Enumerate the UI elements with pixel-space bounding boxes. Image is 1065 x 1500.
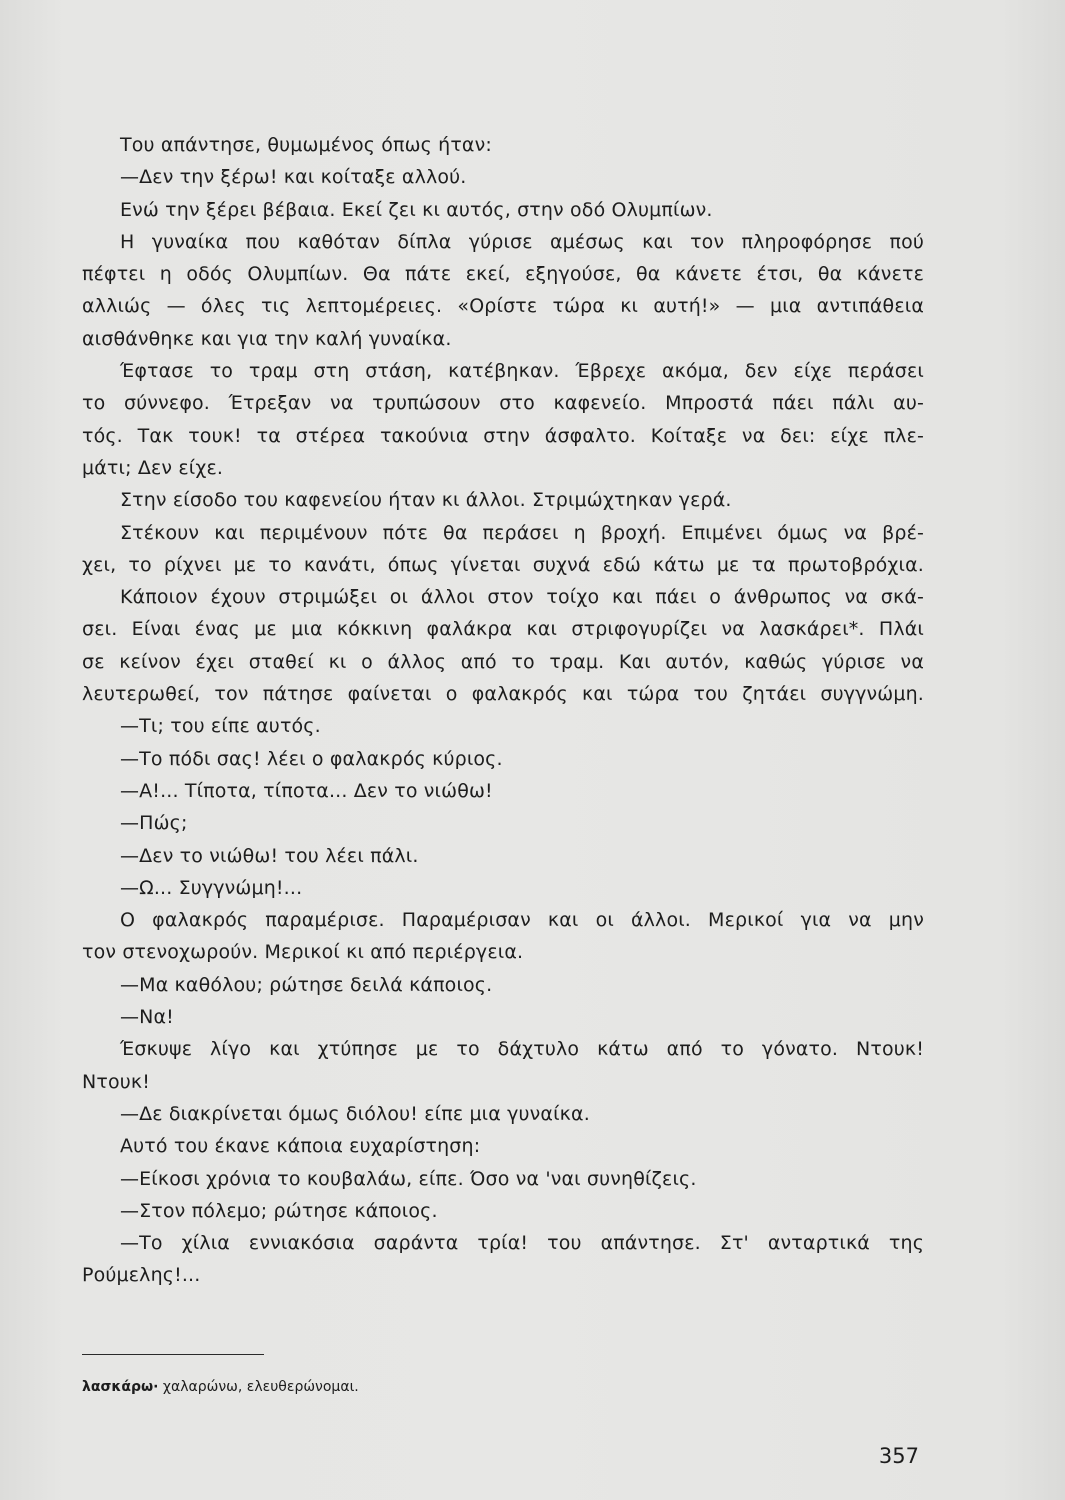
text-line: αλλιώς — όλες τις λεπτομέρειες. «Ορίστε τώρα κι αυτή!» — μια αντιπάθεια xyxy=(82,295,924,318)
text-line: —Ω... Συγγνώμη!... xyxy=(120,876,303,899)
text-line: χει, το ρίχνει με το κανάτι, όπως γίνεται συχνά εδώ κάτω με τα πρωτοβρόχια. xyxy=(82,553,924,576)
text-line: —Είκοσι χρόνια το κουβαλάω, είπε. Όσο να 'ναι συνηθίζεις. xyxy=(120,1167,697,1190)
text-line: —Στον πόλεμο; ρώτησε κάποιος. xyxy=(120,1199,438,1222)
text-line: τός. Τακ τουκ! τα στέρεα τακούνια στην άσφαλτο. Κοίταξε να δει: είχε πλε- xyxy=(82,424,924,447)
text-line: —Δεν το νιώθω! του λέει πάλι. xyxy=(120,844,419,867)
text-line: —Τι; του είπε αυτός. xyxy=(120,715,321,738)
text-line: τον στενοχωρούν. Μερικοί κι από περιέργεια. xyxy=(82,941,524,964)
text-line: το σύννεφο. Έτρεξαν να τρυπώσουν στο καφενείο. Μπροστά πάει πάλι αυ- xyxy=(82,392,924,415)
text-line: —Δε διακρίνεται όμως διόλου! είπε μια γυναίκα. xyxy=(120,1102,590,1125)
text-line: —Α!... Τίποτα, τίποτα... Δεν το νιώθω! xyxy=(120,779,493,802)
text-line: Του απάντησε, θυμωμένος όπως ήταν: xyxy=(120,134,492,156)
text-line: —Να! xyxy=(120,1006,174,1029)
footnote-definition: χαλαρώνω, ελευθερώνομαι. xyxy=(158,1379,359,1395)
text-line: —Μα καθόλου; ρώτησε δειλά κάποιος. xyxy=(120,973,493,996)
text-line: Έφτασε το τραμ στη στάση, κατέβηκαν. Έβρεχε ακόμα, δεν είχε περάσει xyxy=(120,360,924,383)
text-line: —Δεν την ξέρω! και κοίταξε αλλού. xyxy=(120,166,467,189)
main-text xyxy=(82,129,924,1292)
text-line: —Το πόδι σας! λέει ο φαλακρός κύριος. xyxy=(120,747,503,770)
text-line: —Πώς; xyxy=(120,812,188,835)
text-line: Κάποιον έχουν στριμώξει οι άλλοι στον τοίχο και πάει ο άνθρωπος να σκά- xyxy=(120,586,924,609)
text-line: Στην είσοδο του καφενείου ήταν κι άλλοι. Στριμώχτηκαν γερά. xyxy=(120,489,732,512)
text-line: Ντουκ! xyxy=(82,1070,150,1093)
text-line: Ο φαλακρός παραμέρισε. Παραμέρισαν και οι άλλοι. Μερικοί για να μην xyxy=(120,909,924,932)
text-line: Αυτό του έκανε κάποια ευχαρίστηση: xyxy=(120,1135,481,1158)
footnote xyxy=(82,1376,359,1398)
text-line: Ενώ την ξέρει βέβαια. Εκεί ζει κι αυτός, στην οδό Ολυμπίων. xyxy=(120,198,713,221)
text-line: Έσκυψε λίγο και χτύπησε με το δάχτυλο κάτω από το γόνατο. Ντουκ! xyxy=(120,1038,924,1061)
text-line: μάτι; Δεν είχε. xyxy=(82,456,224,479)
text-line: λευτερωθεί, τον πάτησε φαίνεται ο φαλακρός και τώρα του ζητάει συγγνώμη. xyxy=(82,683,924,706)
footnote-term: λασκάρω· xyxy=(82,1379,159,1395)
text-line: σε κείνον έχει σταθεί κι ο άλλος από το τραμ. Και αυτόν, καθώς γύρισε να xyxy=(82,650,924,673)
text-line: Στέκουν και περιμένουν πότε θα περάσει η βροχή. Επιμένει όμως να βρέ- xyxy=(120,521,924,544)
text-line: αισθάνθηκε και για την καλή γυναίκα. xyxy=(82,327,452,350)
page-number: 357 xyxy=(878,1444,919,1468)
footnote-divider xyxy=(82,1354,264,1355)
text-line: —Το χίλια εννιακόσια σαράντα τρία! του απάντησε. Στ' ανταρτικά της xyxy=(120,1232,924,1255)
text-line: πέφτει η οδός Ολυμπίων. Θα πάτε εκεί, εξηγούσε, θα κάνετε έτσι, θα κάνετε xyxy=(82,263,924,286)
text-line: Ρούμελης!... xyxy=(82,1264,201,1287)
text-line: Η γυναίκα που καθόταν δίπλα γύρισε αμέσως και τον πληροφόρησε πού xyxy=(120,230,924,253)
text-line: σει. Είναι ένας με μια κόκκινη φαλάκρα και στριφογυρίζει να λασκάρει*. Πλάι xyxy=(82,618,924,641)
